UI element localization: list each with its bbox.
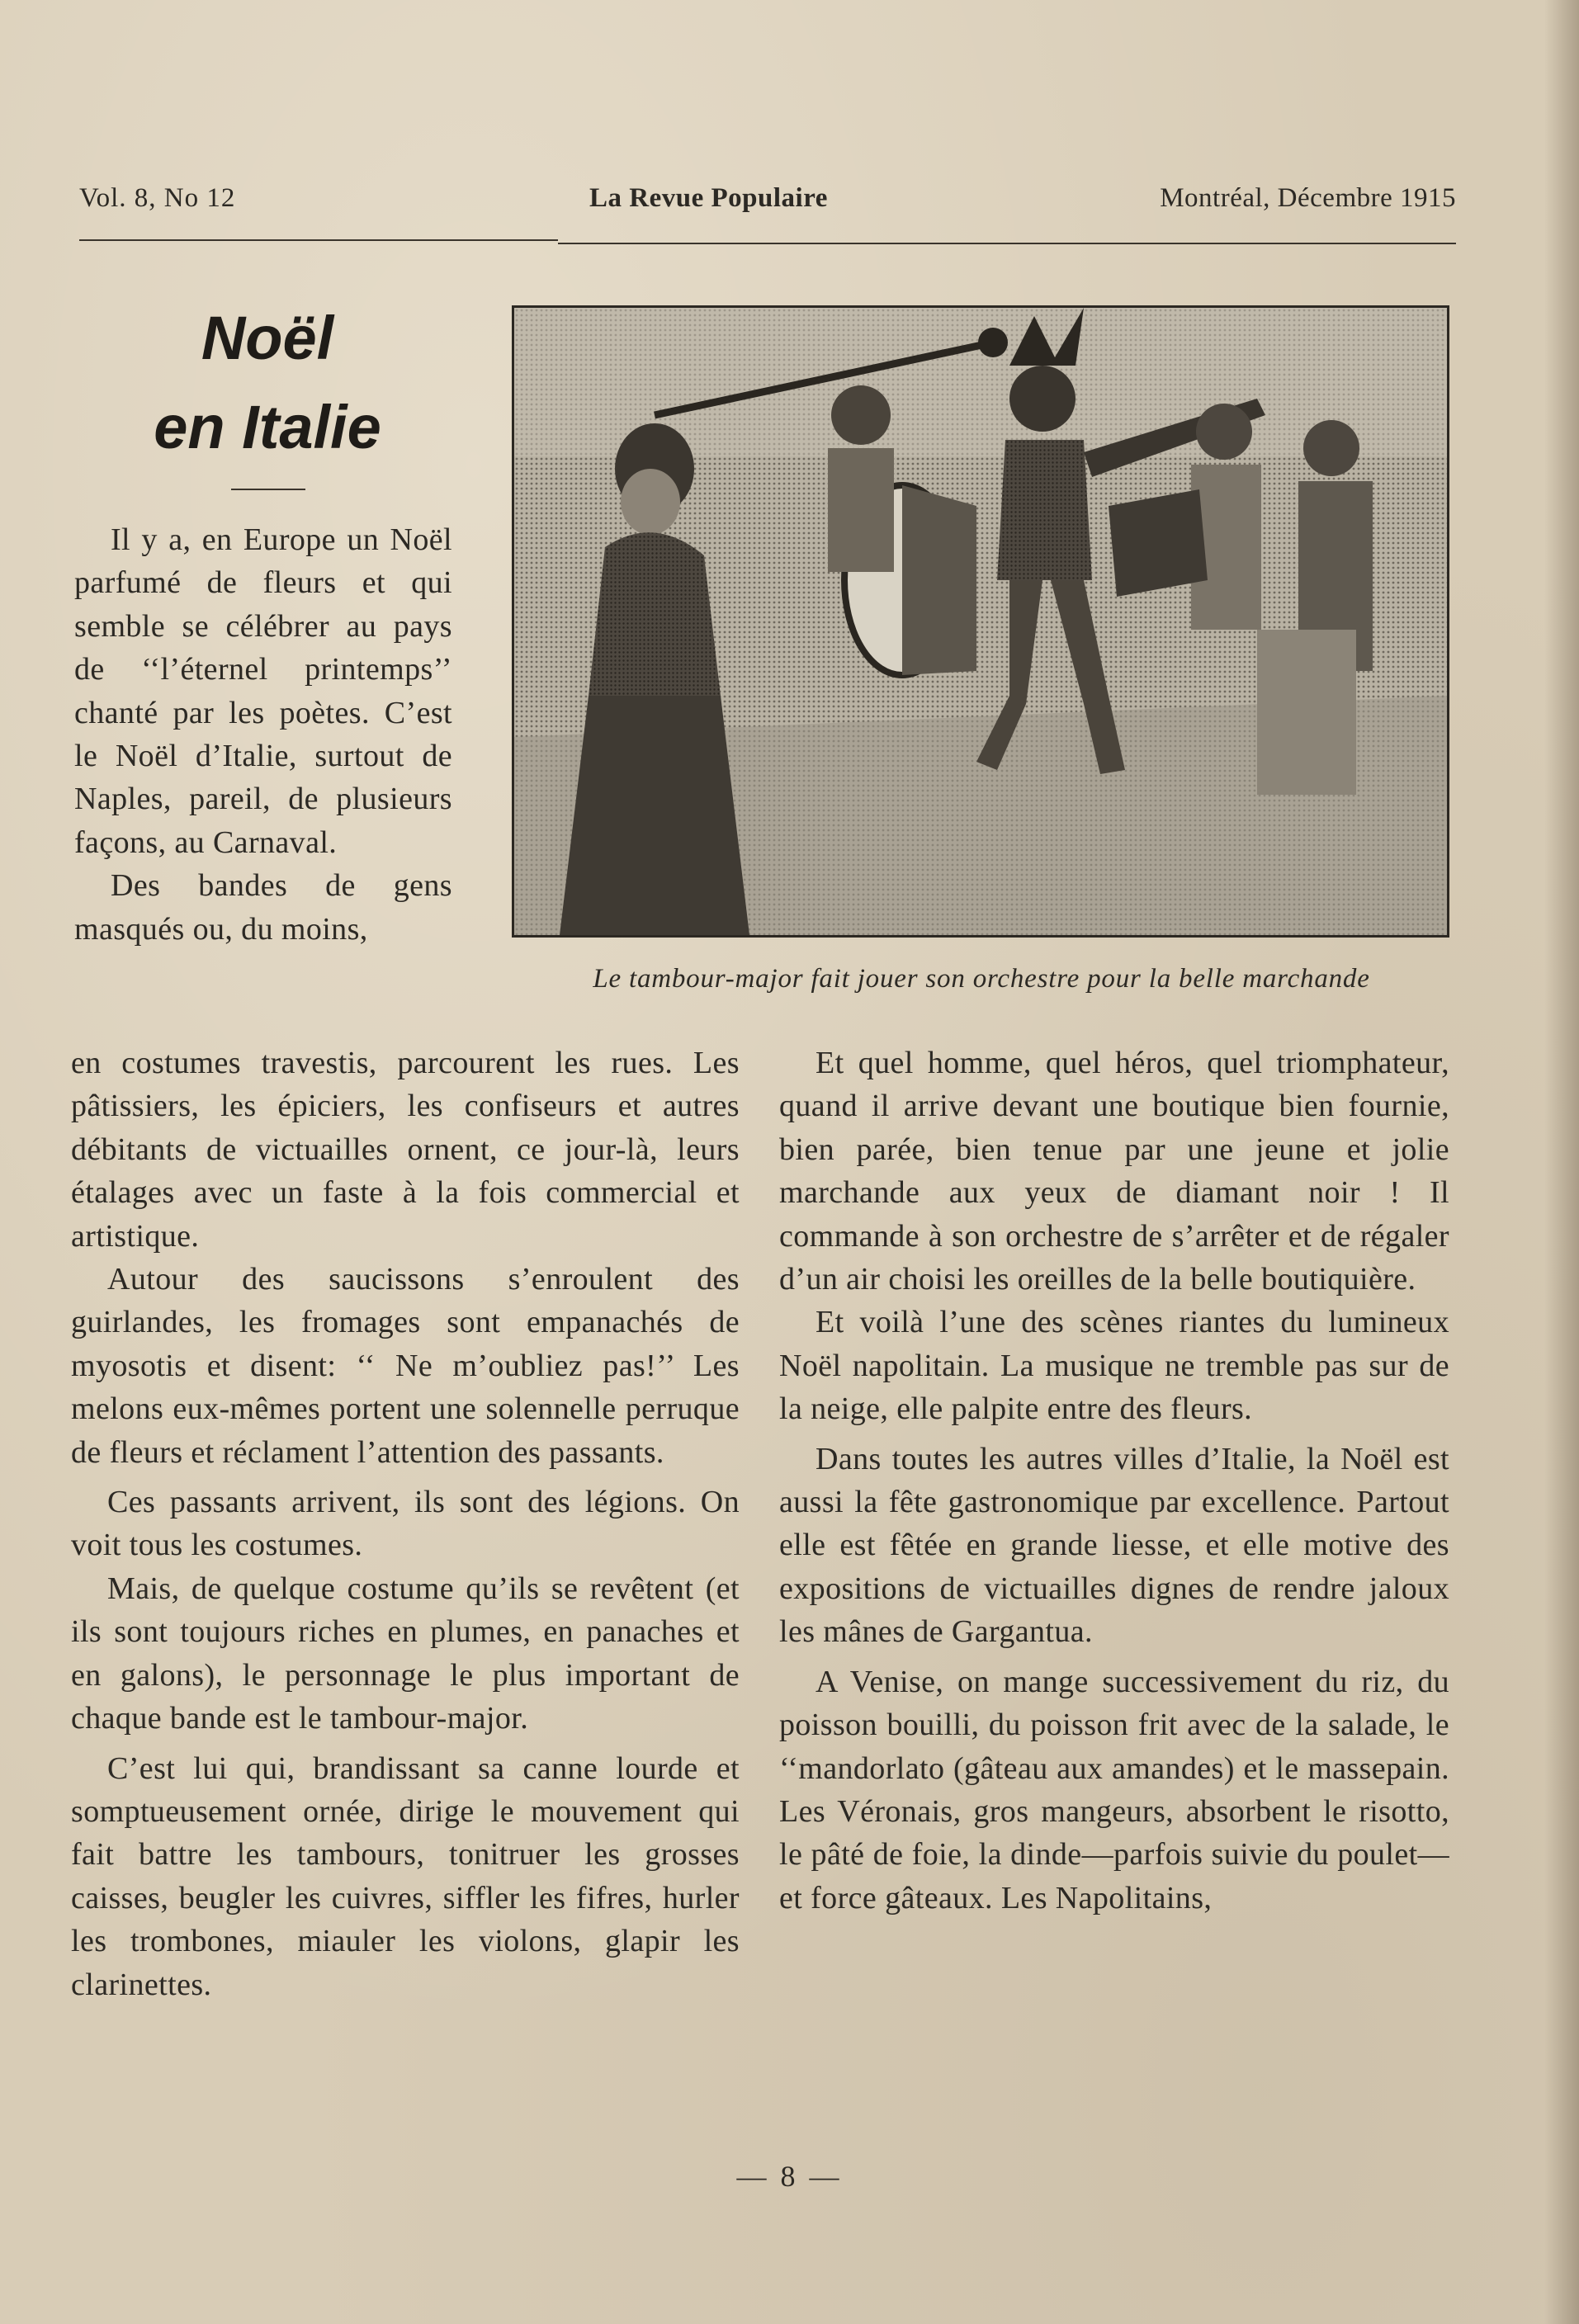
paragraph: Des bandes de gens masqués ou, du moins,	[74, 868, 452, 947]
paragraph: Dans toutes les autres villes d’Italie, la Noël est aussi la fête gastronomique par excellence. Partout elle est fêtée en grande liesse, et elle motive des expositions de victuailles dignes de rendre jaloux les mânes de Gargantua.	[779, 1441, 1449, 1650]
headline-rule	[231, 489, 305, 490]
paragraph: en costumes travestis, parcourent les rues. Les pâtissiers, les épiciers, les confiseurs et autres débitants de victuailles ornent, ce jour-là, leurs étalages avec un faste à la fois commercial et artistique.	[71, 1046, 740, 1254]
journal-title: La Revue Populaire	[589, 183, 828, 213]
column-right	[779, 1042, 1449, 1920]
paragraph: C’est lui qui, brandissant sa canne lourde et somptueusement ornée, dirige le mouvement qui fait battre les tambours, tonitruer les grosses caisses, beugler les cuivres, siffler les fifres, hurler les trombones, miauler les violons, glapir les clarinettes.	[71, 1750, 740, 2002]
header-rule-left	[79, 239, 558, 241]
halftone-illustration	[514, 308, 1447, 935]
running-header	[79, 183, 1456, 233]
paragraph: Il y a, en Europe un Noël parfumé de fleurs et qui semble se célébrer au pays de ‘‘l’éternel printemps’’ chanté par les poètes. C’est le Noël d’Italie, surtout de Naples, pareil, de plusieurs façons, au Carnaval.	[74, 522, 452, 860]
paragraph: Et voilà l’une des scènes riantes du lumineux Noël napolitain. La musique ne tremble pas sur de la neige, elle palpite entre des fleurs.	[779, 1305, 1449, 1427]
article-headline	[79, 294, 456, 472]
volume-number: Vol. 8, No 12	[79, 183, 236, 213]
paragraph: Mais, de quelque costume qu’ils se revêtent (et ils sont toujours riches en plumes, en panaches et en galons), le personnage le plus important de chaque bande est le tambour-major.	[71, 1571, 740, 1736]
paragraph: Ces passants arrivent, ils sont des légions. On voit tous les costumes.	[71, 1485, 740, 1563]
headline-line-2: en Italie	[154, 393, 381, 461]
issue-date: Montréal, Décembre 1915	[1160, 183, 1456, 213]
paragraph: A Venise, on mange successivement du riz, du poisson bouilli, du poisson frit avec de la salade, le ‘‘mandorlato (gâteau aux amandes) et le massepain. Les Véronais, gros mangeurs, absorbent le risotto, le pâté de foie, la dinde—parfois suivie du poulet—et force gâteaux. Les Napolitains,	[779, 1664, 1449, 1915]
paragraph: Et quel homme, quel héros, quel triomphateur, quand il arrive devant une boutique bien fournie, bien parée, bien tenue par une jeune et jolie marchande aux yeux de diamant noir ! Il commande à son orchestre de s’arrêter et de régaler d’un air choisi les oreilles de la belle boutiquière.	[779, 1046, 1449, 1297]
illustration-drum-major	[512, 305, 1449, 938]
page-number: — 8 —	[736, 2160, 843, 2193]
column-left	[71, 1042, 740, 2006]
headline-line-1: Noël	[201, 304, 334, 372]
column-intro	[74, 518, 452, 951]
page-edge-shadow	[1544, 0, 1579, 2324]
paragraph: Autour des saucissons s’enroulent des guirlandes, les fromages sont empanachés de myosotis et disent: ‘‘ Ne m’oubliez pas!’’ Les melons eux-mêmes portent une solennelle perruque de fleurs et réclament l’attention des passants.	[71, 1262, 740, 1470]
header-rule-right	[558, 243, 1456, 244]
illustration-caption: Le tambour-major fait jouer son orchestre pour la belle marchande	[593, 964, 1370, 994]
